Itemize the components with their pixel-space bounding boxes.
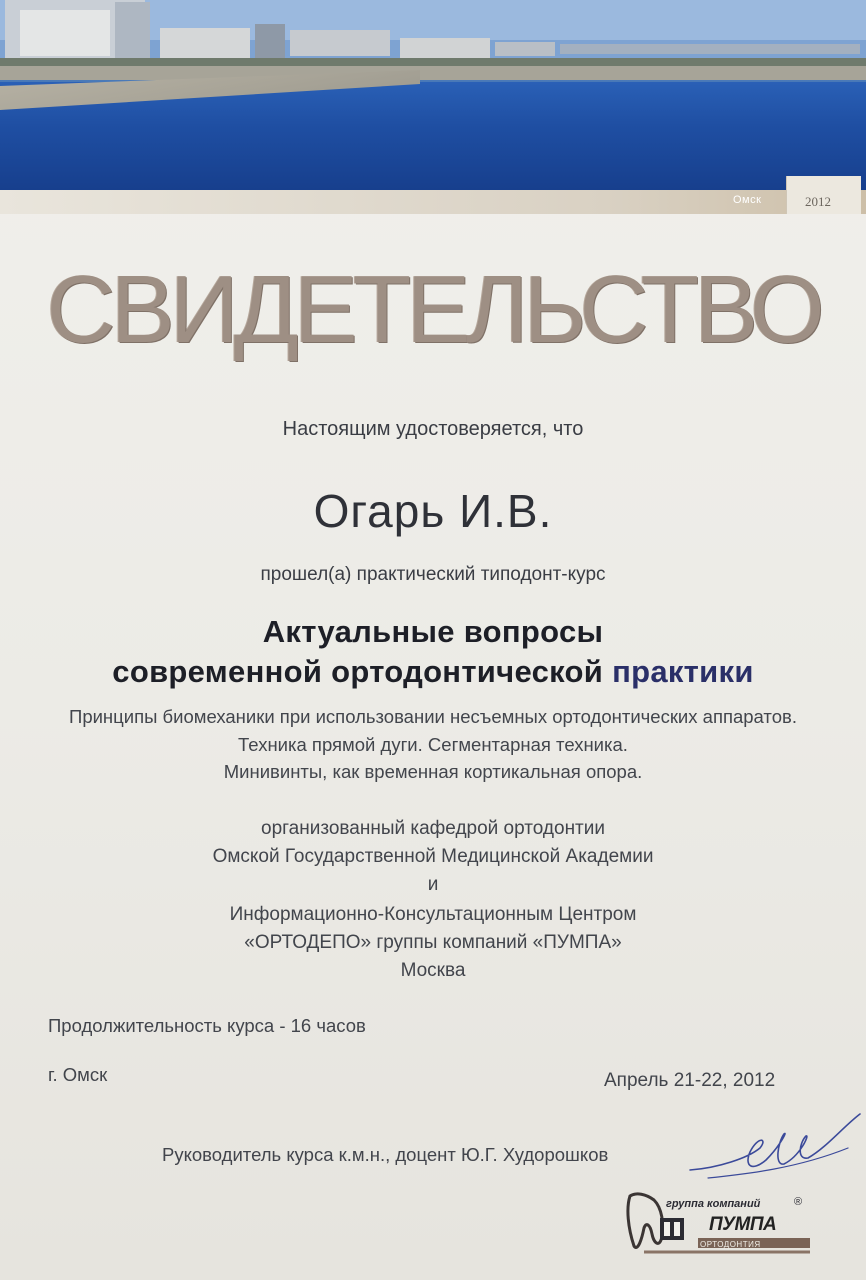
header-city-tag: Омск bbox=[733, 194, 762, 206]
logo-subtitle: ОРТОДОНТИЯ bbox=[700, 1240, 761, 1249]
course-title-line-1: Актуальные вопросы bbox=[262, 614, 604, 649]
passed-course-text: прошел(а) практический типодонт-курс bbox=[260, 564, 606, 585]
logo-group-label: группа компаний bbox=[666, 1198, 761, 1210]
topic-line: Принципы биомеханики при использовании несъемных ортодонтических аппаратов. bbox=[69, 706, 797, 727]
topic-line: Минивинты, как временная кортикальная опора. bbox=[223, 761, 643, 782]
organizer-line: Омской Государственной Медицинской Академии bbox=[212, 846, 654, 867]
issue-city: г. Омск bbox=[48, 1064, 108, 1085]
logo-name: ПУМПА bbox=[709, 1214, 777, 1235]
organizer-line: и bbox=[427, 874, 439, 895]
header-photo-embankment bbox=[0, 0, 866, 190]
course-title-line-2-tail: практики bbox=[612, 654, 754, 689]
recipient-name: Огарь И.В. bbox=[313, 485, 553, 537]
organizer-line: организованный кафедрой ортодонтии bbox=[261, 818, 605, 839]
issue-date: Апрель 21-22, 2012 bbox=[604, 1070, 776, 1091]
organizer-line: Москва bbox=[400, 960, 466, 981]
header-year: 2012 bbox=[805, 194, 831, 209]
intro-text: Настоящим удостоверяется, что bbox=[282, 418, 584, 440]
certificate-title: СВИДЕТЕЛЬСТВО bbox=[46, 256, 820, 363]
course-title-line-2 bbox=[0, 654, 866, 690]
course-title-line-2-main: современной ортодонтической bbox=[112, 654, 604, 689]
city-skyline-image bbox=[0, 0, 866, 80]
topic-line: Техника прямой дуги. Сегментарная техника. bbox=[238, 734, 628, 755]
organizer-line: «ОРТОДЕПО» группы компаний «ПУМПА» bbox=[244, 932, 622, 953]
organizer-line: Информационно-Консультационным Центром bbox=[229, 904, 637, 925]
logo-registered-mark: ® bbox=[794, 1196, 803, 1208]
course-duration: Продолжительность курса - 16 часов bbox=[48, 1015, 366, 1036]
handwritten-signature bbox=[688, 1108, 863, 1188]
course-director: Руководитель курса к.м.н., доцент Ю.Г. Худорошков bbox=[162, 1144, 609, 1165]
